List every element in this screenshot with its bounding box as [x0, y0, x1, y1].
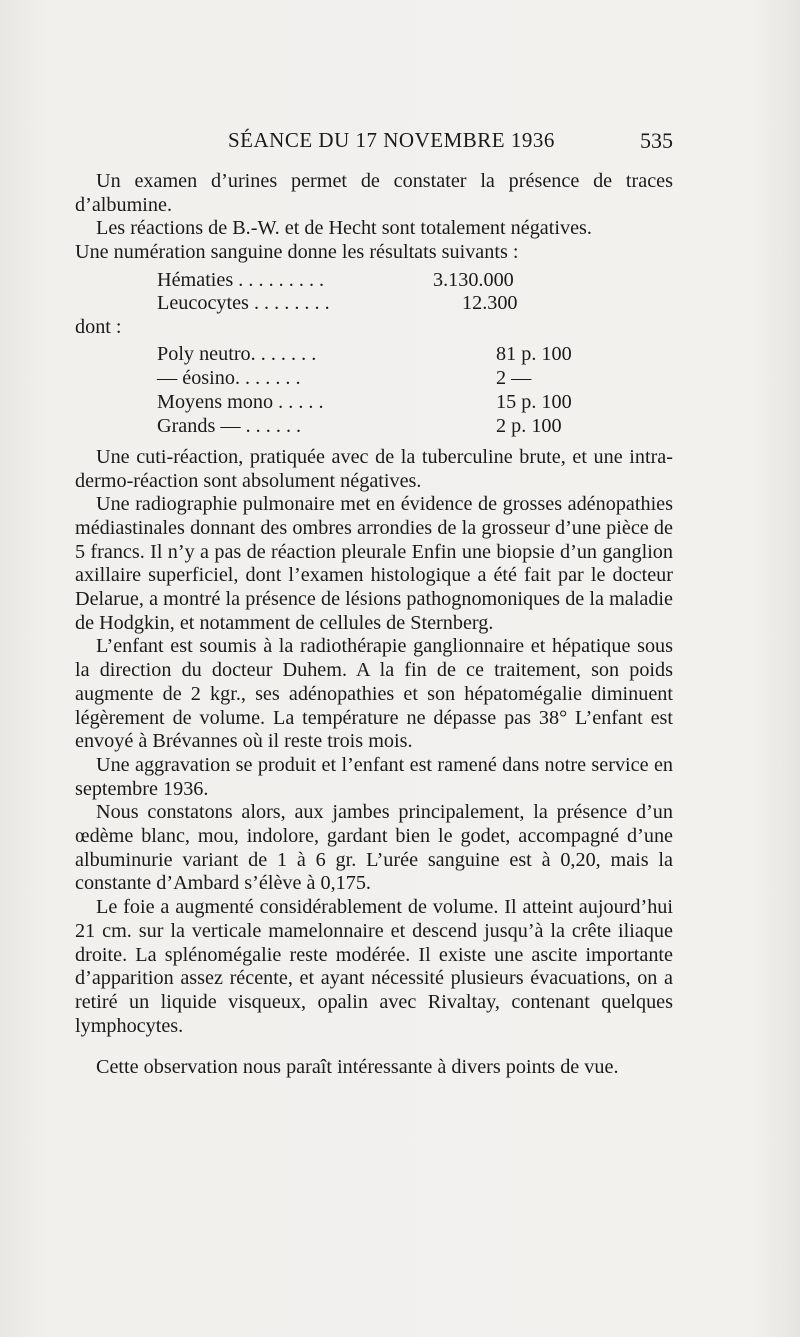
- table-row: [75, 269, 673, 293]
- row-label: Grands — . . . . . .: [157, 414, 302, 437]
- header-title: SÉANCE DU 17 NOVEMBRE 1936: [228, 128, 555, 152]
- paragraph: Une cuti-réaction, pratiquée avec de la tuberculine brute, et une intra-dermo-réaction sont absolument négatives.: [75, 445, 673, 492]
- row-value: 3.130.000: [433, 268, 514, 291]
- row-label: — éosino. . . . . . .: [157, 366, 301, 389]
- table-row: [75, 292, 673, 316]
- row-label: Poly neutro. . . . . . .: [157, 342, 317, 365]
- paragraph: Cette observation nous paraît intéressante à divers points de vue.: [96, 1056, 619, 1079]
- table-row: [75, 343, 673, 367]
- paragraph: Une numération sanguine donne les résultats suivants :: [75, 241, 519, 264]
- spacer: [75, 1038, 673, 1056]
- row-value: 2 —: [496, 366, 532, 389]
- row-value: 2 p. 100: [496, 414, 562, 437]
- dont-label: dont :: [75, 315, 122, 338]
- paragraph: Nous constatons alors, aux jambes principalement, la présence d’un œdème blanc, mou, indolore, gardant bien le godet, accompagné d’une albuminurie variant de 1 à 6 gr. L’urée sanguine est à 0,20, mais la constante d’Ambard s’élève à 0,175.: [75, 801, 673, 895]
- paragraph: L’enfant est soumis à la radiothérapie ganglionnaire et hépatique sous la direction du docteur Duhem. A la fin de ce traitement, son poids augmente de 2 kgr., ses adénopathies et son hépatomégalie diminuent légèrement de volume. La température ne dépasse pas 38° L’enfant est envoyé à Brévannes où il reste trois mois.: [75, 635, 673, 753]
- row-label: Moyens mono . . . . .: [157, 390, 324, 413]
- table-row: [75, 391, 673, 415]
- row-value: 15 p. 100: [496, 390, 572, 413]
- blood-count-table: [75, 269, 673, 316]
- running-header: [228, 128, 673, 160]
- row-value: 12.300: [462, 291, 518, 314]
- row-label: Leucocytes . . . . . . . .: [157, 291, 330, 314]
- paragraph: Une radiographie pulmonaire met en évidence de grosses adénopathies médiastinales donnant des ombres arrondies de la grosseur d’une pièce de 5 francs. Il n’y a pas de réaction pleurale Enfin une biopsie d’un ganglion axillaire superficiel, dont l’examen histologique a été fait par le docteur Delarue, a montré la présence de lésions pathognomoniques de la maladie de Hodgkin, et notamment de cellules de Sternberg.: [75, 493, 673, 634]
- paragraph: Une aggravation se produit et l’enfant est ramené dans notre service en septembre 1936.: [75, 753, 673, 800]
- table-row: [75, 415, 673, 439]
- row-label: Hématies . . . . . . . . .: [157, 268, 325, 291]
- leukocyte-formula-table: [75, 343, 673, 440]
- page-number: 535: [640, 128, 673, 153]
- body-text: [75, 170, 673, 1080]
- paragraph: Les réactions de B.-W. et de Hecht sont totalement négatives.: [96, 217, 592, 240]
- row-value: 81 p. 100: [496, 342, 572, 365]
- table-row: [75, 367, 673, 391]
- paragraph: Un examen d’urines permet de constater la présence de traces d’albumine.: [75, 170, 673, 216]
- paragraph: Le foie a augmenté considérablement de volume. Il atteint aujourd’hui 21 cm. sur la verticale mamelonnaire et descend jusqu’à la crête iliaque droite. La splénomégalie reste modérée. Il existe une ascite importante d’apparition assez récente, et ayant nécessité plusieurs évacuations, on a retiré un liquide visqueux, opalin avec Rivaltay, contenant quelques lymphocytes.: [75, 896, 673, 1037]
